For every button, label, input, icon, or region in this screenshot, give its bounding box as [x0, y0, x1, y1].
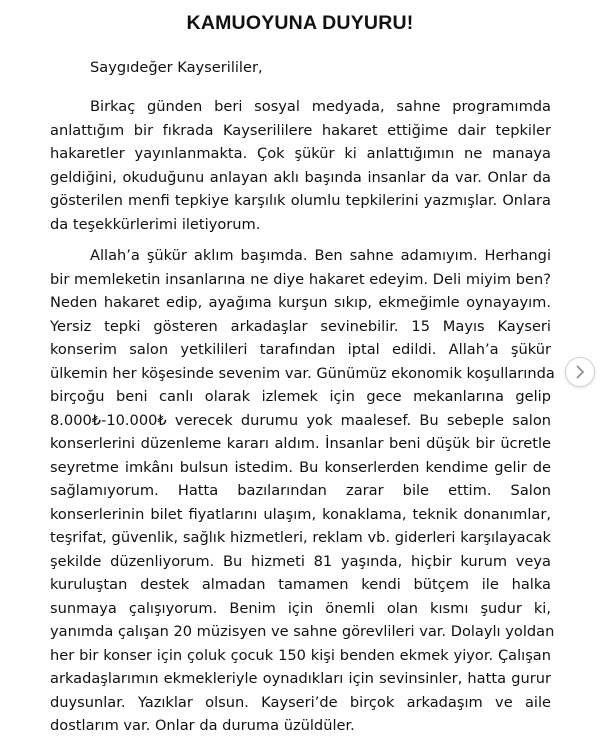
paragraph-line: yanımda çalışan 20 müzisyen ve sahne görevlileri var. Dolaylı yoldan: [50, 623, 555, 640]
paragraph-line: 8.000₺-10.000₺ verecek durumu yok maalesef. Bu sebeple salon: [50, 411, 551, 429]
chevron-right-icon: [574, 365, 586, 379]
paragraph-line: ülkemin her köşesinde sevenim var. Günümüz ekonomik koşullarında: [50, 364, 555, 382]
paragraph-line: hakaretler yayınlanmakta. Çok şükür ki anlattığımın ne manaya: [50, 145, 551, 162]
paragraph-line: Yersiz tepki gösteren arkadaşlar sevinebilir. 15 Mayıs Kayseri: [50, 317, 551, 335]
paragraph-line: duysunlar. Yazıklar olsun. Kayseri’de birçok arkadaşım ve aile: [50, 693, 551, 711]
paragraph-line: sağlamıyorum. Hatta bazılarından zarar bile ettim. Salon: [50, 482, 551, 499]
paragraph-line: Allah’a şükür aklım başımda. Ben sahne adamıyım. Herhangi: [90, 247, 551, 264]
paragraph-line: konserim salon yetkilileri tarafından iptal edildi. Allah’a şükür: [50, 341, 551, 358]
paragraph-line: gösterilen menfi tepkiye karşılık olumlu tepkilerini yazmışlar. Onlara: [50, 192, 551, 209]
paragraph-line: her bir konser için çoluk çocuk 150 kişi benden ekmek yiyor. Çalışan: [50, 646, 551, 664]
paragraph-line: bir memleketin insanlarına ne diye hakaret edeyim. Deli miyim ben?: [50, 270, 551, 288]
paragraph-line: dostlarım var. Onlar da duruma üzüldüler.: [50, 717, 355, 734]
paragraph-line: anlattığım bir fıkrada Kayserililere hakaret ettiğime dair tepkiler: [50, 121, 551, 139]
announcement-title: KAMUOYUNA DUYURU!: [186, 12, 414, 34]
paragraph-line: birçoğu beni canlı olarak izlemek için gece mekanlarına gelip: [50, 388, 551, 405]
paragraph-line: arkadaşlarımın ekmekleriyle oynadıkları için sevinsinler, hatta gurur: [50, 670, 551, 687]
paragraph-line: geldiğini, okuduğunu anlayan aklı başında insanlar da var. Onlar da: [50, 168, 551, 186]
paragraph-line: teşrifat, güvenlik, sağlık hizmetleri, reklam vb. giderleri karşılayacak: [50, 529, 551, 546]
paragraph-line: seyretme imkânı bulsun istedim. Bu konserlerden kendime gelir de: [50, 458, 551, 476]
paragraph-line: sunmaya çalışıyorum. Benim için önemli olan kısmı şudur ki,: [50, 599, 551, 617]
paragraph-line: da teşekkürlerimi iletiyorum.: [50, 215, 261, 233]
salutation: Saygıdeğer Kayserililer,: [90, 59, 263, 76]
paragraph-line: Neden hakaret edip, ayağıma kurşun sıkıp, ekmeğimle oynayayım.: [50, 294, 551, 311]
paragraph-line: konserlerinin bilet fiyatlarını ulaşım, konaklama, teknik donanımlar,: [50, 505, 551, 523]
paragraph-line: Birkaç günden beri sosyal medyada, sahne programımda: [90, 98, 551, 115]
paragraph-2: [50, 244, 555, 738]
paragraph-line: kuruluştan destek almadan tamamen kendi bütçem ile halka: [50, 576, 551, 593]
paragraph-1: [50, 95, 551, 236]
paragraph-line: konserlerini düzenleme kararı aldım. İnsanlar beni düşük bir ücretle: [50, 435, 551, 452]
paragraph-line: şekilde düzenliyorum. Bu hizmeti 81 yaşında, hiçbir kurum veya: [50, 552, 551, 570]
carousel-next-button[interactable]: [565, 357, 595, 387]
